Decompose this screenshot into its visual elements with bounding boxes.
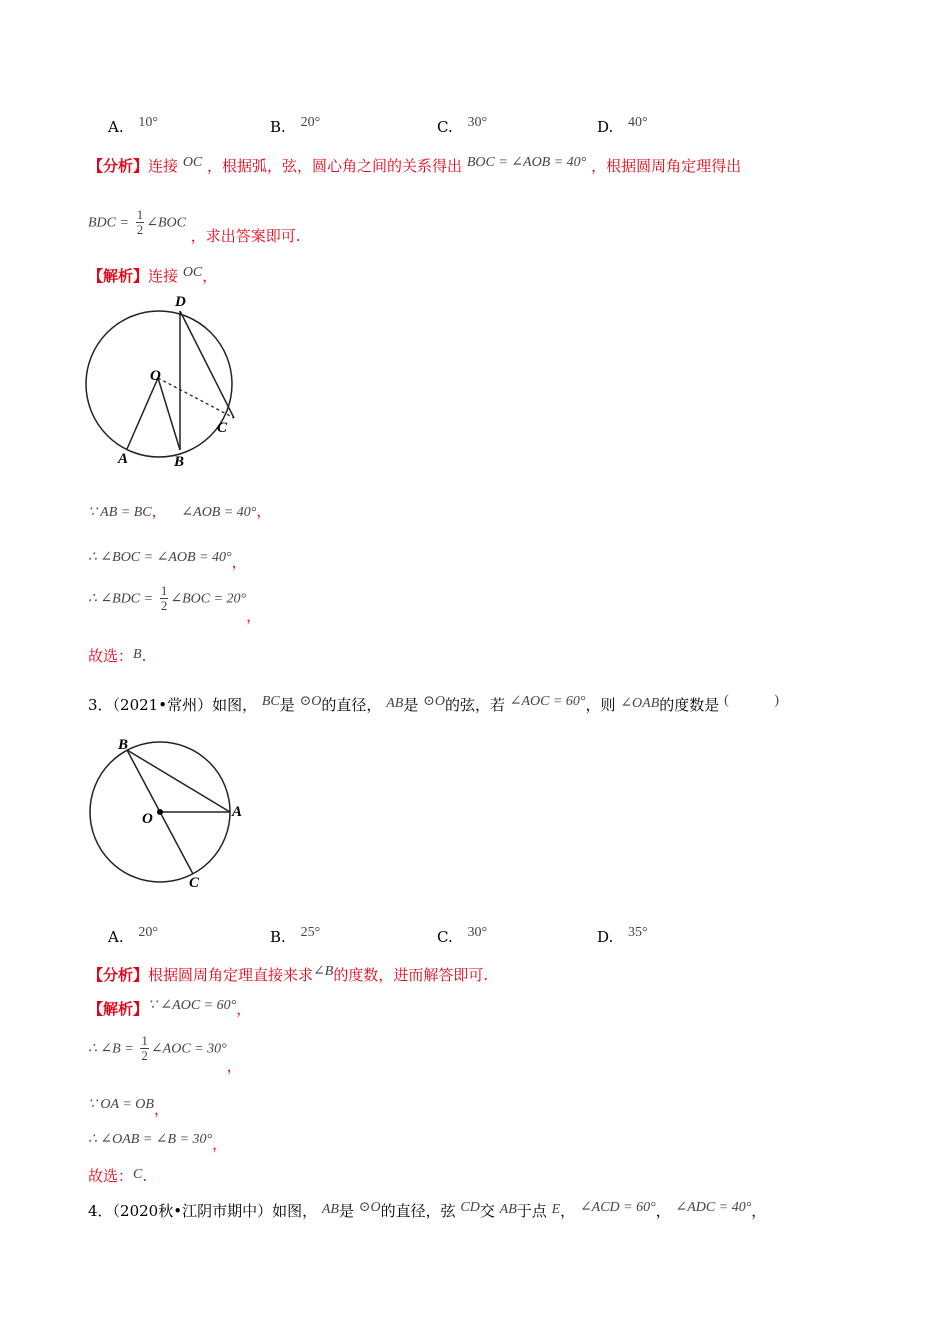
q3-solution-line1: 【解析】∵ ∠AOC = 60°，	[88, 998, 252, 1018]
q3-solution-line3: ∵ OA = OB，	[88, 1097, 169, 1118]
q3-solution-line2: ∴ ∠B = $\frac{1}{2}$ ∠AOC = 30°，	[88, 1033, 242, 1075]
q3-analysis: 【分析】根据圆周角定理直接来求∠B的度数，进而解答即可.	[88, 964, 489, 984]
line-oa	[127, 378, 158, 449]
q2-analysis-line1: 【分析】连接 OC ，根据弧，弦，圆心角之间的关系得出 BOC = ∠AOB = 40° ，根据圆周角定理得出	[88, 155, 742, 175]
q2-option-b: B. 20°	[270, 115, 321, 136]
line-dc	[180, 311, 234, 418]
q3-figure	[80, 732, 250, 892]
label-c: C	[189, 875, 200, 891]
fraction-half: $\frac{1}{2}$	[136, 207, 144, 237]
label-d: D	[175, 294, 186, 310]
q2-option-c: C. 30°	[437, 115, 488, 136]
q4-stem: 4．（2020秋•江阴市期中）如图， AB是 ⊙O的直径，弦 CD交 AB于点 E， ∠ACD = 60°， ∠ADC = 40°，	[88, 1200, 767, 1220]
q2-answer: 故选：B.	[88, 647, 147, 665]
chord-ab	[127, 750, 230, 812]
q3-option-a: A. 20°	[108, 925, 158, 946]
center-point	[157, 809, 163, 815]
label-a: A	[118, 451, 129, 467]
q2-figure	[80, 290, 245, 470]
q2-step1: ∵ AB = BC， ∠AOB = 40°，	[88, 502, 272, 520]
q3-option-b: B. 25°	[270, 925, 321, 946]
q3-answer: 故选：C.	[88, 1167, 148, 1185]
line-oc-dashed	[158, 378, 234, 418]
label-o: O	[142, 811, 153, 827]
label-o: O	[150, 368, 161, 384]
label-a: A	[232, 804, 243, 820]
label-b: B	[118, 737, 129, 753]
q2-solution-heading: 【解析】连接 OC，	[88, 265, 218, 285]
line-ob	[158, 378, 180, 450]
q3-option-d: D. 35°	[597, 925, 648, 946]
label-c: C	[217, 420, 228, 436]
q2-option-d: D. 40°	[597, 115, 648, 136]
q2-step3: ∴ ∠BDC = $\frac{1}{2}$ ∠BOC = 20°，	[88, 583, 262, 625]
q3-solution-line4: ∴ ∠OAB = ∠B = 30°，	[88, 1132, 228, 1153]
q2-circle	[86, 311, 232, 457]
q2-option-a: A. 10°	[108, 115, 158, 136]
q3-stem: 3．（2021•常州）如图， BC是 ⊙O的直径， AB是 ⊙O的弦，若 ∠AOC = 60°，则 ∠OAB的度数是 ( )	[88, 693, 779, 714]
q3-option-c: C. 30°	[437, 925, 488, 946]
q2-step2: ∴ ∠BOC = ∠AOB = 40°，	[88, 550, 247, 571]
label-b: B	[174, 454, 185, 470]
q2-analysis-line2: BDC = $\frac{1}{2}$ ∠BOC ，求出答案即可.	[88, 207, 301, 245]
